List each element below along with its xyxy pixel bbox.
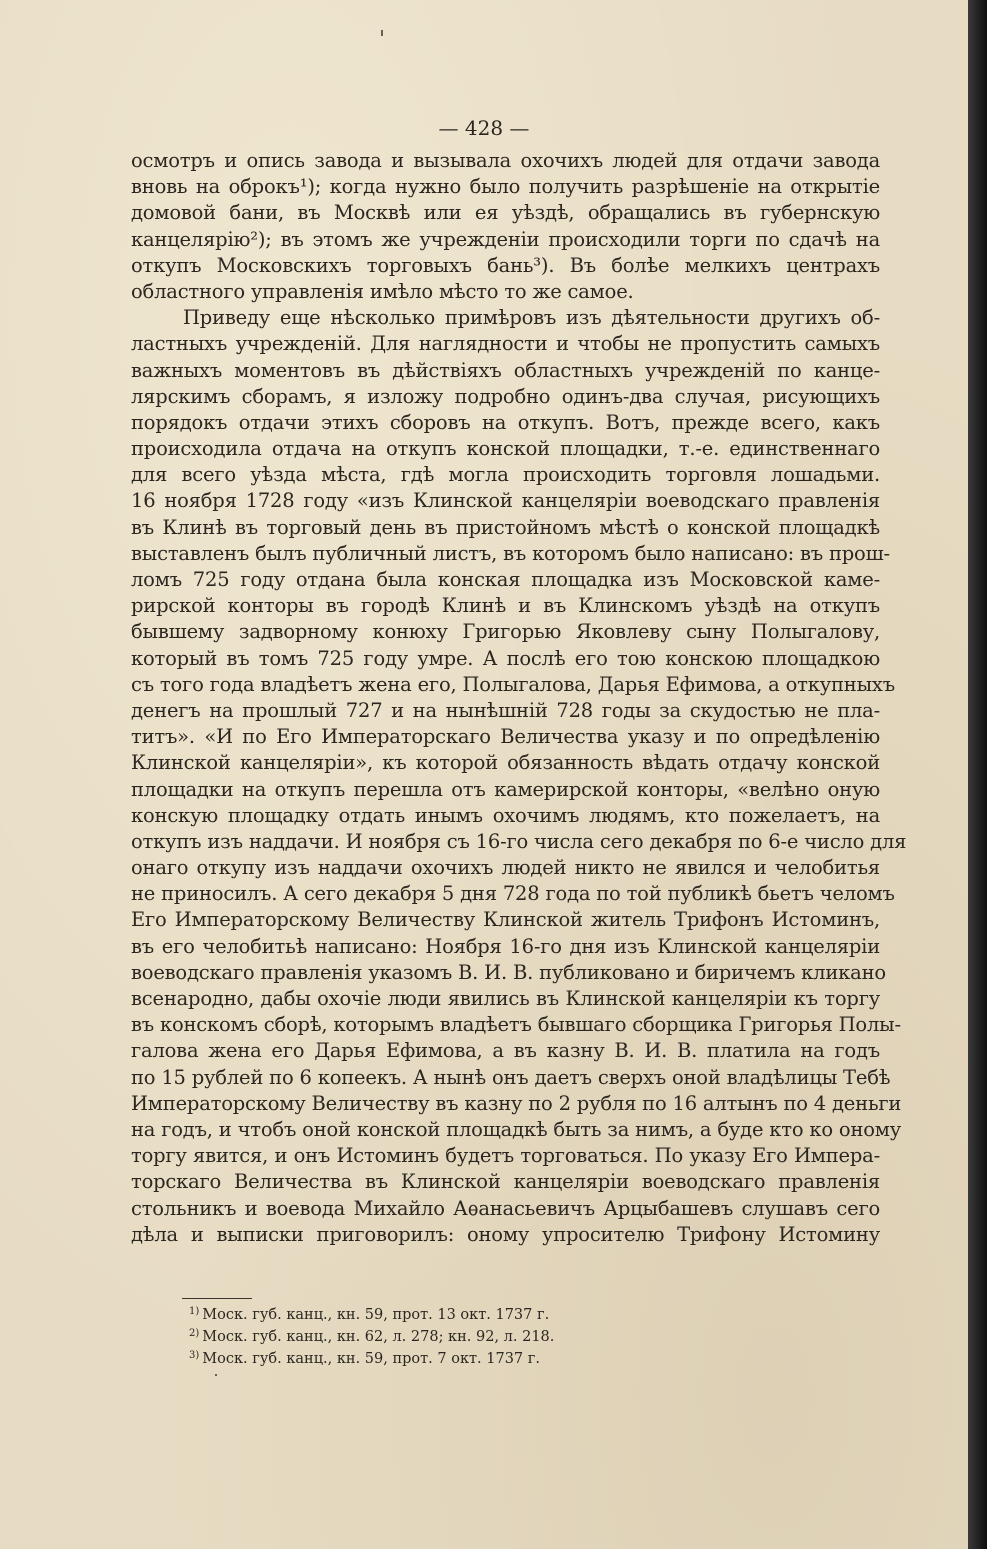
- text-line: важныхъ моментовъ въ дѣйствіяхъ областныхъ учрежденій по канце-: [131, 358, 880, 382]
- text-line: титъ». «И по Его Императорскаго Величества указу и по опредѣленію: [131, 725, 880, 749]
- text-line: Приведу еще нѣсколько примѣровъ изъ дѣятельности другихъ об-: [183, 306, 880, 330]
- text-line: съ того года владѣетъ жена его, Полыгалова, Дарья Ефимова, а откупныхъ: [131, 672, 895, 696]
- footnote-divider: [182, 1298, 252, 1299]
- text-line: для всего уѣзда мѣста, гдѣ могла происходить торговля лошадьми.: [131, 463, 880, 487]
- print-speck: [215, 1374, 217, 1376]
- text-line: по 15 рублей по 6 копеекъ. А нынѣ онъ даетъ сверхъ оной владѣлицы Тебѣ: [131, 1065, 891, 1089]
- text-line: Клинской канцеляріи», къ которой обязанность вѣдать отдачу конской: [131, 751, 880, 775]
- footnotes: [189, 1301, 689, 1367]
- print-mark: [381, 30, 383, 36]
- text-line: денегъ на прошлый 727 и на нынѣшній 728 годы за скудостью не пла-: [131, 698, 880, 722]
- text-line: онаго откупу изъ наддачи охочихъ людей никто не явился и челобитья: [131, 856, 880, 880]
- footnote-mark: 3): [189, 1350, 200, 1361]
- footnote-text: Моск. губ. канц., кн. 59, прот. 7 окт. 1737 г.: [202, 1351, 540, 1367]
- text-line: въ конскомъ сборѣ, которымъ владѣетъ бывшаго сборщика Григорья Полы-: [131, 1013, 901, 1037]
- text-line: торгу явится, и онъ Истоминъ будетъ торговаться. По указу Его Импера-: [131, 1144, 880, 1168]
- text-line: Его Императорскому Величеству Клинской житель Трифонъ Истоминъ,: [131, 908, 880, 932]
- text-line: воеводскаго правленія указомъ В. И. В. публиковано и биричемъ кликано: [131, 960, 886, 984]
- text-line: происходила отдача на откупъ конской площадки, т.-е. единственнаго: [131, 437, 880, 461]
- text-line: осмотръ и опись завода и вызывала охочихъ людей для отдачи завода: [131, 149, 880, 172]
- text-line: ломъ 725 году отдана была конская площадка изъ Московской каме-: [131, 568, 880, 591]
- footnote-text: Моск. губ. канц., кн. 62, л. 278; кн. 92, л. 218.: [202, 1329, 555, 1345]
- text-line: который въ томъ 725 году умре. А послѣ его тою конскою площадкою: [131, 646, 880, 670]
- text-line: откупъ Московскихъ торговыхъ бань³). Въ болѣе мелкихъ центрахъ: [131, 253, 880, 277]
- text-line: 16 ноября 1728 году «изъ Клинской канцеляріи воеводскаго правленія: [131, 489, 880, 513]
- footnote-mark: 2): [189, 1328, 200, 1339]
- footnote: [189, 1345, 689, 1367]
- text-line: не приносилъ. А сего декабря 5 дня 728 года по той публикѣ бьетъ челомъ: [131, 882, 895, 906]
- scan-edge: [968, 0, 987, 1549]
- body-text: [131, 148, 907, 1248]
- text-line: лярскимъ сборамъ, я изложу подробно одинъ-два случая, рисующихъ: [131, 384, 880, 408]
- footnote-mark: 1): [189, 1306, 200, 1317]
- text-line: домовой бани, въ Москвѣ или ея уѣздѣ, обращались въ губернскую: [131, 201, 880, 225]
- text-line: стольникъ и воевода Михайло Аѳанасьевичъ Арцыбашевъ слушавъ сего: [131, 1196, 880, 1220]
- text-line: рирской конторы въ городѣ Клинѣ и въ Клинскомъ уѣздѣ на откупъ: [131, 594, 880, 618]
- text-line: канцелярію²); въ этомъ же учрежденіи происходили торги по сдачѣ на: [131, 227, 880, 251]
- text-line: выставленъ былъ публичный листъ, въ которомъ было написано: въ прош-: [131, 541, 890, 565]
- footnote-text: Моск. губ. канц., кн. 59, прот. 13 окт. 1737 г.: [202, 1307, 550, 1323]
- text-line: порядокъ отдачи этихъ сборовъ на откупъ. Вотъ, прежде всего, какъ: [131, 410, 880, 434]
- text-line: на годъ, и чтобъ оной конской площадкѣ быть за нимъ, а буде кто ко оному: [131, 1117, 902, 1141]
- text-line: всенародно, дабы охочіе люди явились въ Клинской канцеляріи къ торгу: [131, 987, 880, 1010]
- page-number: — 428 —: [438, 116, 530, 140]
- text-line: галова жена его Дарья Ефимова, а въ казну В. И. В. платила на годъ: [131, 1039, 880, 1063]
- text-line: откупъ изъ наддачи. И ноября съ 16-го числа сего декабря по 6-е число для: [131, 829, 907, 853]
- text-line: Императорскому Величеству въ казну по 2 рубля по 16 алтынъ по 4 деньги: [131, 1091, 902, 1115]
- text-line: площадки на откупъ перешла отъ камерирской конторы, «велѣно оную: [131, 777, 880, 801]
- text-line: бывшему задворному конюху Григорью Яковлеву сыну Полыгалову,: [131, 620, 880, 644]
- text-line: дѣла и выписки приговорилъ: оному упросителю Трифону Истомину: [131, 1222, 880, 1246]
- footnote: [189, 1323, 689, 1345]
- text-line: въ Клинѣ въ торговый день въ пристойномъ мѣстѣ о конской площадкѣ: [131, 515, 880, 539]
- text-line: торскаго Величества въ Клинской канцеляріи воеводскаго правленія: [131, 1170, 880, 1194]
- text-line: вновь на оброкъ¹); когда нужно было получить разрѣшеніе на открытіе: [131, 175, 880, 199]
- text-line: ластныхъ учрежденій. Для наглядности и чтобы не пропустить самыхъ: [131, 332, 880, 356]
- footnote: [189, 1301, 689, 1323]
- text-line: областного управленія имѣло мѣсто то же самое.: [131, 279, 634, 303]
- text-line: конскую площадку отдать инымъ охочимъ людямъ, кто пожелаетъ, на: [131, 803, 880, 827]
- text-line: въ его челобитьѣ написано: Ноября 16-го дня изъ Клинской канцеляріи: [131, 934, 880, 958]
